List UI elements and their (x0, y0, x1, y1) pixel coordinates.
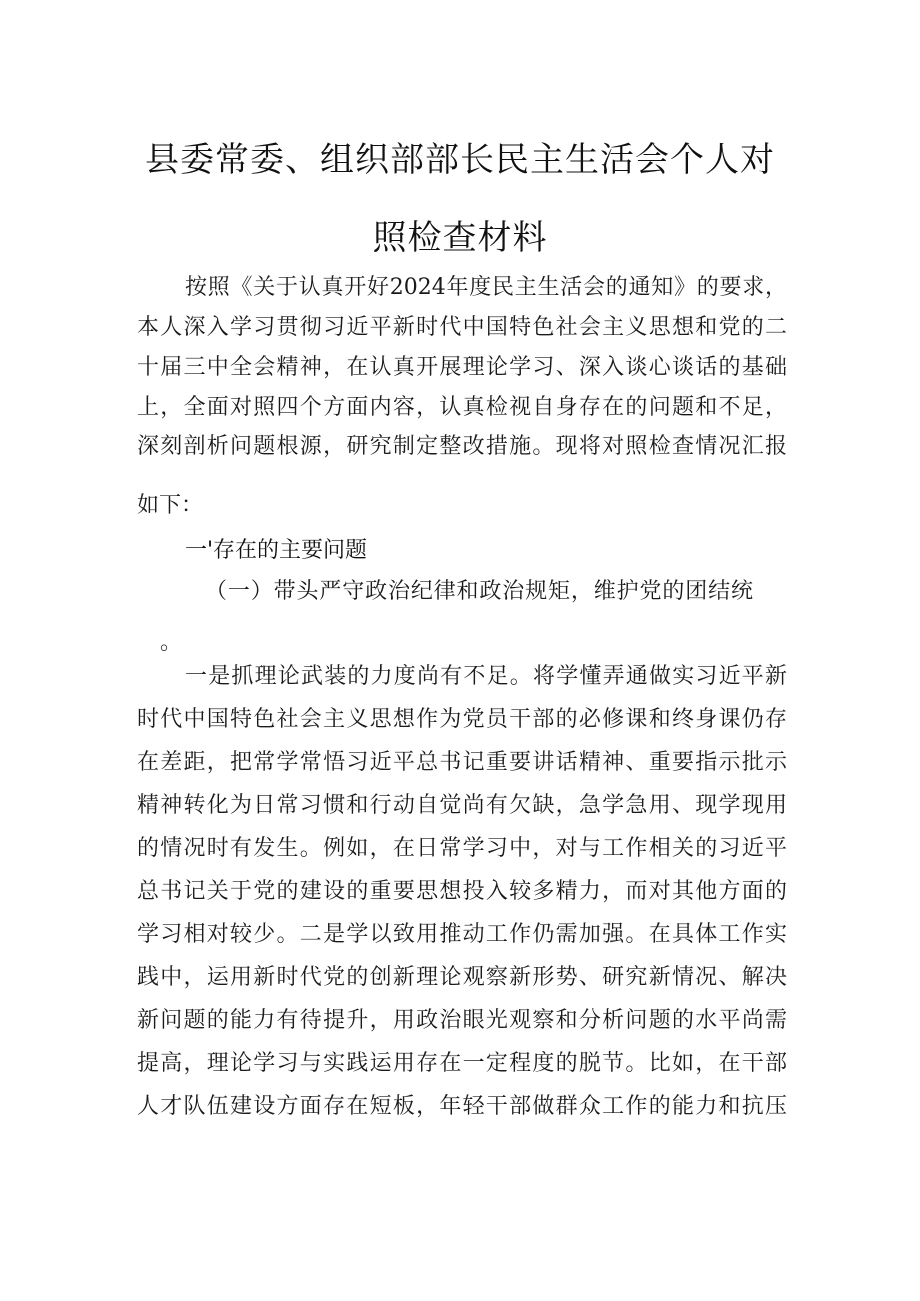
body-line: 人才队伍建设方面存在短板，年轻干部做群众工作的能力和抗压 (137, 1094, 787, 1119)
body-line: 提高，理论学习与实践运用存在一定程度的脱节。比如，在干部 (137, 1051, 787, 1076)
body-line: 在差距，把常学常悟习近平总书记重要讲话精神、重要指示批示 (137, 750, 787, 775)
body-line: 的情况时有发生。例如，在日常学习中，对与工作相关的习近平 (137, 836, 787, 861)
body-line: 学习相对较少。二是学以致用推动工作仍需加强。在具体工作实 (137, 922, 787, 947)
subsection-heading: （一）带头严守政治纪律和政治规矩，维护党的团结统 (205, 579, 753, 604)
document-title-line-2: 照检查材料 (372, 218, 548, 258)
intro-line: 上，全面对照四个方面内容，认真检视自身存在的问题和不足， (137, 395, 787, 420)
intro-line: 如下： (137, 493, 204, 518)
body-line: 一是抓理论武装的力度尚有不足。将学懂弄通做实习近平新 (185, 664, 787, 689)
document-title-line-1: 县委常委、组织部部长民主生活会个人对 (145, 140, 775, 180)
section-heading: 一'存在的主要问题 (185, 538, 368, 563)
body-line: 精神转化为日常习惯和行动自觉尚有欠缺，急学急用、现学现用 (137, 793, 787, 818)
subsection-heading-tail: 。 (160, 630, 183, 655)
body-line: 践中，运用新时代党的创新理论观察新形势、研究新情况、解决 (137, 965, 787, 990)
intro-line: 按照《关于认真开好2024年度民主生活会的通知》的要求， (185, 275, 787, 300)
intro-line: 本人深入学习贯彻习近平新时代中国特色社会主义思想和党的二 (137, 315, 787, 340)
body-line: 时代中国特色社会主义思想作为党员干部的必修课和终身课仍存 (137, 707, 787, 732)
intro-line: 十届三中全会精神，在认真开展理论学习、深入谈心谈话的基础 (137, 355, 787, 380)
body-line: 总书记关于党的建设的重要思想投入较多精力，而对其他方面的 (137, 879, 787, 904)
intro-line: 深刻剖析问题根源，研究制定整改措施。现将对照检查情况汇报 (137, 434, 787, 459)
body-line: 新问题的能力有待提升，用政治眼光观察和分析问题的水平尚需 (137, 1008, 787, 1033)
